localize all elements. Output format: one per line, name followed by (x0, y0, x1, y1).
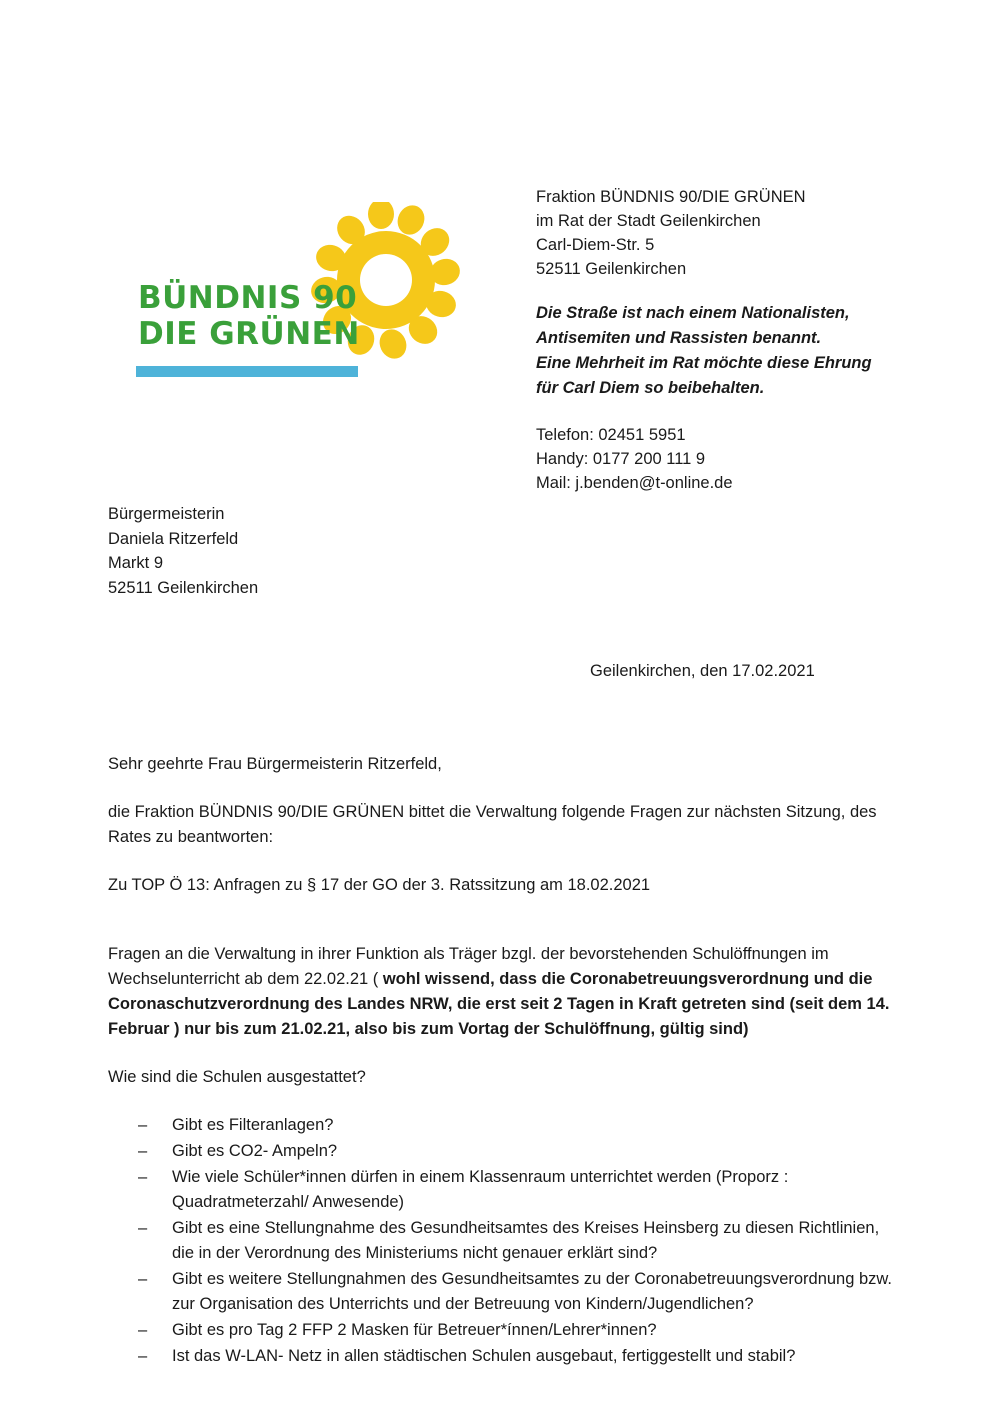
list-item (138, 1139, 898, 1164)
dash-bullet: – (138, 1270, 148, 1288)
spacer (108, 922, 898, 942)
letter-header (0, 180, 1000, 495)
list-item-text: Gibt es pro Tag 2 FFP 2 Masken für Betreuer*ínnen/Lehrer*innen? (172, 1321, 657, 1339)
logo-line-1: BÜNDNIS 90 (138, 280, 358, 316)
party-logo (108, 180, 473, 408)
list-item-text: Gibt es CO2- Ampeln? (172, 1142, 338, 1160)
dash-bullet: – (138, 1347, 148, 1365)
recipient-block (108, 502, 258, 600)
sender-block (536, 180, 872, 495)
list-item (138, 1216, 898, 1266)
dash-bullet: – (138, 1168, 148, 1186)
sender-line-1: Fraktion BÜNDNIS 90/DIE GRÜNEN (536, 188, 806, 206)
list-item-text: Gibt es weitere Stellungnahmen des Gesundheitsamtes zu der Coronabetreuungsverordnung bzw. zur Organisation des Unterrichts und der Betreuung von Kindern/Jugendlichen? (172, 1270, 893, 1313)
logo-line-2: DIE GRÜNEN (138, 316, 360, 352)
intro-paragraph: die Fraktion BÜNDNIS 90/DIE GRÜNEN bittet die Verwaltung folgende Fragen zur nächsten Sitzung, des Rates zu beantworten: (108, 803, 877, 846)
contact-phone: Telefon: 02451 5951 (536, 426, 686, 444)
question-list (108, 1113, 898, 1369)
note-line-3: Eine Mehrheit im Rat möchte diese Ehrung (536, 354, 872, 372)
sender-contact (536, 423, 872, 495)
recipient-line-3: Markt 9 (108, 554, 164, 572)
note-line-1: Die Straße ist nach einem Nationalisten, (536, 304, 850, 322)
list-item (138, 1113, 898, 1138)
agenda-item-line: Zu TOP Ö 13: Anfragen zu § 17 der GO der 3. Ratssitzung am 18.02.2021 (108, 876, 651, 894)
note-line-4: für Carl Diem so beibehalten. (536, 379, 765, 397)
recipient-line-4: 52511 Geilenkirchen (108, 578, 259, 597)
sender-line-4: 52511 Geilenkirchen (536, 260, 687, 278)
list-item-text: Wie viele Schüler*innen dürfen in einem Klassenraum unterrichtet werden (Proporz : Quadratmeterzahl/ Anwesende) (172, 1168, 789, 1211)
list-item (138, 1344, 898, 1369)
note-line-2: Antisemiten und Rassisten benannt. (536, 329, 822, 347)
main-paragraph-bold: wohl wissend, dass die Coronabetreuungsverordnung und die Coronaschutzverordnung des Landes NRW, die erst seit 2 Tagen in Kraft getreten sind (seit dem 14. Februar ) nur bis zum 21.02.21, also bis zum Vortag der Schulöffnung, gültig sind) (108, 970, 890, 1038)
main-paragraph-plain: Fragen an die Verwaltung in ihrer Funktion als Träger bzgl. der bevorstehenden Schulöffnungen im Wechselunterricht ab dem 22.02.21 ( (108, 945, 829, 988)
sender-line-3: Carl-Diem-Str. 5 (536, 236, 655, 254)
list-item-text: Ist das W-LAN- Netz in allen städtischen Schulen ausgebaut, fertiggestellt und stabil? (172, 1347, 796, 1365)
letter-body (108, 752, 898, 1370)
list-item-text: Gibt es Filteranlagen? (172, 1116, 334, 1134)
list-item (138, 1318, 898, 1343)
question-intro: Wie sind die Schulen ausgestattet? (108, 1068, 366, 1086)
date-line: Geilenkirchen, den 17.02.2021 (590, 662, 815, 680)
recipient-line-1: Bürgermeisterin (108, 505, 225, 523)
main-paragraph (108, 942, 898, 1042)
logo-wordmark (138, 280, 360, 352)
sender-address (536, 185, 872, 281)
salutation: Sehr geehrte Frau Bürgermeisterin Ritzerfeld, (108, 755, 442, 773)
list-item (138, 1267, 898, 1317)
sender-line-2: im Rat der Stadt Geilenkirchen (536, 212, 761, 230)
list-item-text: Gibt es eine Stellungnahme des Gesundheitsamtes des Kreises Heinsberg zu diesen Richtlinien, die in der Verordnung des Ministeriums nicht genauer erklärt sind? (172, 1219, 880, 1262)
street-name-note (536, 301, 872, 401)
dash-bullet: – (138, 1321, 148, 1339)
recipient-line-2: Daniela Ritzerfeld (108, 529, 239, 548)
contact-mobile: Handy: 0177 200 111 9 (536, 450, 706, 468)
logo-underline-bar (136, 366, 358, 377)
dash-bullet: – (138, 1142, 148, 1160)
dash-bullet: – (138, 1116, 148, 1134)
contact-mail: Mail: j.benden@t-online.de (536, 474, 733, 492)
list-item (138, 1165, 898, 1215)
dash-bullet: – (138, 1219, 148, 1237)
